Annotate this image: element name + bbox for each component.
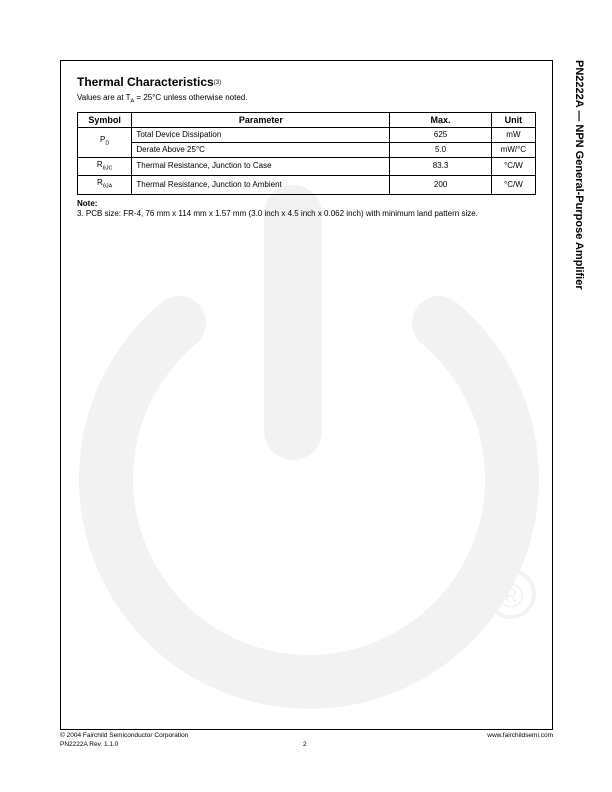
thermal-table xyxy=(77,112,536,195)
header-max: Max. xyxy=(390,112,491,127)
max-cell: 83.3 xyxy=(390,157,491,176)
parameter-cell: Thermal Resistance, Junction to Ambient xyxy=(132,176,390,195)
note-heading: Note: xyxy=(77,198,98,208)
symbol-cell: $R_{\theta JA}$ xyxy=(78,176,132,195)
page-frame xyxy=(60,60,553,730)
max-cell: 5.0 xyxy=(390,142,491,157)
parameter-cell: Thermal Resistance, Junction to Case xyxy=(132,157,390,176)
table-header-row xyxy=(78,112,536,127)
symbol-cell: $P_D$ xyxy=(78,127,132,157)
header-unit: Unit xyxy=(491,112,535,127)
content xyxy=(77,75,537,219)
parameter-cell: Derate Above 25°C xyxy=(132,142,390,157)
footer-revision: PN2222A Rev. 1.1.0 xyxy=(60,741,119,748)
table-row xyxy=(78,176,536,195)
registered-mark: ® xyxy=(498,577,524,615)
section-title: Thermal Characteristics$^{(3)}$ xyxy=(77,75,222,89)
symbol-cell: $R_{\theta JC}$ xyxy=(78,157,132,176)
max-cell: 625 xyxy=(390,127,491,142)
table-row xyxy=(78,142,536,157)
footer-copyright: © 2004 Fairchild Semiconductor Corporation xyxy=(60,732,189,739)
table-row xyxy=(78,157,536,176)
conditions-note: Values are at $T_A = 25^\circ C$ unless otherwise noted. xyxy=(77,93,248,105)
parameter-cell: Total Device Dissipation xyxy=(132,127,390,142)
footer-website-link[interactable]: www.fairchildsemi.com xyxy=(487,732,553,739)
header-symbol: Symbol xyxy=(78,112,132,127)
footnote-ref[interactable]: (3) xyxy=(213,80,222,86)
header-parameter: Parameter xyxy=(132,112,390,127)
unit-cell: mW/°C xyxy=(491,142,535,157)
unit-cell: °C/W xyxy=(491,157,535,176)
note-text: 3. PCB size: FR-4, 76 mm x 114 mm x 1.57 mm (3.0 inch x 4.5 inch x 0.062 inch) with minimum land pattern size. xyxy=(77,208,478,218)
max-cell: 200 xyxy=(390,176,491,195)
table-row xyxy=(78,127,536,142)
unit-cell: mW xyxy=(491,127,535,142)
unit-cell: °C/W xyxy=(491,176,535,195)
page-number: 2 xyxy=(303,741,307,748)
